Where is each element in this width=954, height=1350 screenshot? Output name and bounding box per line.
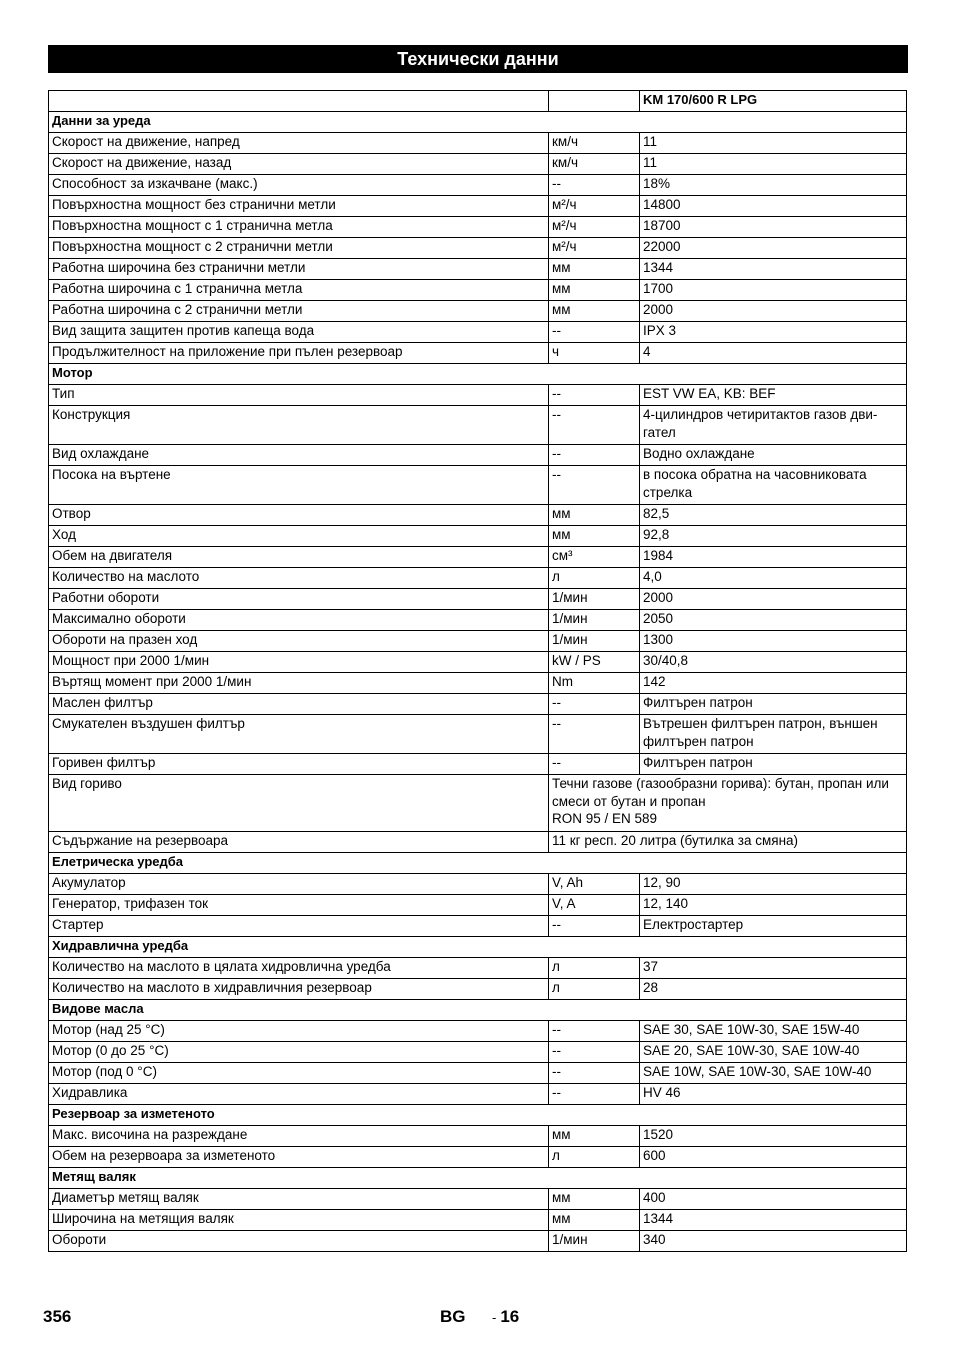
parameter-name: Повърхностна мощност с 2 странични метли — [49, 238, 549, 259]
parameter-value: Електростартер — [640, 916, 907, 937]
section-header-row — [49, 1105, 907, 1126]
parameter-unit: л — [549, 568, 640, 589]
table-row — [49, 505, 907, 526]
parameter-unit: л — [549, 958, 640, 979]
table-row — [49, 673, 907, 694]
table-row — [49, 526, 907, 547]
header-unit-cell — [549, 91, 640, 112]
table-row — [49, 343, 907, 364]
model-header: KM 170/600 R LPG — [640, 91, 907, 112]
parameter-name: Широчина на метящия валяк — [49, 1210, 549, 1231]
parameter-name: Количество на маслото — [49, 568, 549, 589]
parameter-name: Генератор, трифазен ток — [49, 895, 549, 916]
parameter-name: Мотор (под 0 °C) — [49, 1063, 549, 1084]
table-row — [49, 196, 907, 217]
parameter-unit: км/ч — [549, 154, 640, 175]
parameter-unit: м²/ч — [549, 238, 640, 259]
table-row — [49, 1063, 907, 1084]
header-blank-cell — [49, 91, 549, 112]
parameter-unit: kW / PS — [549, 652, 640, 673]
section-title: Метящ валяк — [49, 1168, 907, 1189]
parameter-value: Вътрешен филтърен патрон, външен филтърен патрон — [640, 715, 907, 754]
parameter-unit: -- — [549, 1021, 640, 1042]
parameter-name: Скорост на движение, назад — [49, 154, 549, 175]
parameter-unit: -- — [549, 1042, 640, 1063]
parameter-value: Течни газове (газообразни горива): бутан, пропан или смеси от бутан и пропан RON 95 / EN 589 — [549, 775, 907, 832]
parameter-value: 1984 — [640, 547, 907, 568]
parameter-unit: мм — [549, 301, 640, 322]
parameter-value: HV 46 — [640, 1084, 907, 1105]
table-row — [49, 1042, 907, 1063]
parameter-unit: -- — [549, 916, 640, 937]
table-row — [49, 874, 907, 895]
parameter-value: 1700 — [640, 280, 907, 301]
parameter-name: Въртящ момент при 2000 1/мин — [49, 673, 549, 694]
parameter-value: 1344 — [640, 1210, 907, 1231]
parameter-value: 92,8 — [640, 526, 907, 547]
page-dash: - — [492, 1310, 497, 1325]
parameter-name: Продължителност на приложение при пълен резервоар — [49, 343, 549, 364]
parameter-name: Стартер — [49, 916, 549, 937]
parameter-name: Посока на въртене — [49, 466, 549, 505]
table-row — [49, 1147, 907, 1168]
parameter-unit: мм — [549, 1189, 640, 1210]
parameter-name: Хидравлика — [49, 1084, 549, 1105]
parameter-value: 1520 — [640, 1126, 907, 1147]
table-row — [49, 154, 907, 175]
table-row — [49, 259, 907, 280]
parameter-unit: V, A — [549, 895, 640, 916]
parameter-value: SAE 20, SAE 10W-30, SAE 10W-40 — [640, 1042, 907, 1063]
table-row — [49, 322, 907, 343]
parameter-unit: -- — [549, 175, 640, 196]
parameter-unit: -- — [549, 466, 640, 505]
parameter-name: Съдържание на резервоара — [49, 832, 549, 853]
parameter-value: 4,0 — [640, 568, 907, 589]
table-row — [49, 1210, 907, 1231]
table-row — [49, 979, 907, 1000]
parameter-unit: мм — [549, 526, 640, 547]
parameter-name: Макс. височина на разреждане — [49, 1126, 549, 1147]
parameter-value: 400 — [640, 1189, 907, 1210]
section-header-row — [49, 937, 907, 958]
section-header-row — [49, 112, 907, 133]
section-title: Видове масла — [49, 1000, 907, 1021]
parameter-value: 28 — [640, 979, 907, 1000]
table-row — [49, 445, 907, 466]
parameter-name: Мотор (0 до 25 °C) — [49, 1042, 549, 1063]
parameter-value: 82,5 — [640, 505, 907, 526]
parameter-name: Обороти — [49, 1231, 549, 1252]
parameter-name: Конструкция — [49, 406, 549, 445]
parameter-name: Вид охлаждане — [49, 445, 549, 466]
table-row — [49, 775, 907, 832]
parameter-value: 4 — [640, 343, 907, 364]
parameter-name: Горивен филтър — [49, 754, 549, 775]
parameter-unit: м²/ч — [549, 217, 640, 238]
parameter-unit: л — [549, 1147, 640, 1168]
parameter-name: Маслен филтър — [49, 694, 549, 715]
table-row — [49, 1126, 907, 1147]
parameter-value: 18% — [640, 175, 907, 196]
table-row — [49, 385, 907, 406]
parameter-unit: -- — [549, 385, 640, 406]
parameter-value: 2000 — [640, 589, 907, 610]
parameter-unit: -- — [549, 715, 640, 754]
table-row — [49, 301, 907, 322]
parameter-value: 30/40,8 — [640, 652, 907, 673]
parameter-unit: -- — [549, 406, 640, 445]
page-number: 356 — [43, 1307, 72, 1326]
parameter-value: IPX 3 — [640, 322, 907, 343]
parameter-name: Тип — [49, 385, 549, 406]
parameter-unit: -- — [549, 322, 640, 343]
parameter-unit: -- — [549, 445, 640, 466]
parameter-unit: Nm — [549, 673, 640, 694]
parameter-unit: 1/мин — [549, 1231, 640, 1252]
parameter-name: Мощност при 2000 1/мин — [49, 652, 549, 673]
table-row — [49, 280, 907, 301]
parameter-value: 37 — [640, 958, 907, 979]
parameter-value: 11 кг респ. 20 литра (бутилка за смяна) — [549, 832, 907, 853]
table-row — [49, 1021, 907, 1042]
parameter-value: 12, 90 — [640, 874, 907, 895]
parameter-unit: -- — [549, 694, 640, 715]
table-row — [49, 694, 907, 715]
parameter-value: 340 — [640, 1231, 907, 1252]
parameter-name: Смукателен въздушен филтър — [49, 715, 549, 754]
parameter-value: 22000 — [640, 238, 907, 259]
table-row — [49, 631, 907, 652]
parameter-unit: 1/мин — [549, 610, 640, 631]
parameter-unit: мм — [549, 505, 640, 526]
parameter-name: Обороти на празен ход — [49, 631, 549, 652]
parameter-value: 12, 140 — [640, 895, 907, 916]
section-title: Елетрическа уредба — [49, 853, 907, 874]
language-code: BG — [440, 1307, 466, 1326]
parameter-unit: мм — [549, 259, 640, 280]
parameter-value: Филтърен патрон — [640, 754, 907, 775]
parameter-value: Филтърен патрон — [640, 694, 907, 715]
table-header-row — [49, 91, 907, 112]
parameter-unit: -- — [549, 1063, 640, 1084]
table-row — [49, 466, 907, 505]
parameter-value: 4-цилиндров четиритактов газов дви-гател — [640, 406, 907, 445]
section-title: Резервоар за изметеното — [49, 1105, 907, 1126]
parameter-name: Отвор — [49, 505, 549, 526]
parameter-value: 11 — [640, 133, 907, 154]
parameter-value: Водно охлаждане — [640, 445, 907, 466]
table-row — [49, 610, 907, 631]
parameter-name: Количество на маслото в цялата хидровлична уредба — [49, 958, 549, 979]
parameter-value: в посока обратна на часовниковата стрелка — [640, 466, 907, 505]
parameter-value: 18700 — [640, 217, 907, 238]
parameter-value: 1300 — [640, 631, 907, 652]
parameter-name: Скорост на движение, напред — [49, 133, 549, 154]
parameter-name: Работна широчина без странични метли — [49, 259, 549, 280]
page-title: Технически данни — [48, 45, 908, 73]
section-page-number — [492, 1307, 519, 1327]
parameter-value: 2000 — [640, 301, 907, 322]
parameter-value: 600 — [640, 1147, 907, 1168]
parameter-unit: мм — [549, 1210, 640, 1231]
parameter-name: Ход — [49, 526, 549, 547]
parameter-name: Способност за изкачване (макс.) — [49, 175, 549, 196]
table-row — [49, 217, 907, 238]
table-row — [49, 895, 907, 916]
parameter-name: Акумулатор — [49, 874, 549, 895]
section-header-row — [49, 364, 907, 385]
section-header-row — [49, 1168, 907, 1189]
parameter-value: SAE 10W, SAE 10W-30, SAE 10W-40 — [640, 1063, 907, 1084]
table-row — [49, 652, 907, 673]
parameter-unit: -- — [549, 754, 640, 775]
section-header-row — [49, 853, 907, 874]
section-title: Мотор — [49, 364, 907, 385]
parameter-name: Повърхностна мощност без странични метли — [49, 196, 549, 217]
parameter-unit: V, Ah — [549, 874, 640, 895]
parameter-unit: мм — [549, 280, 640, 301]
parameter-unit: см³ — [549, 547, 640, 568]
table-row — [49, 1231, 907, 1252]
table-row — [49, 1189, 907, 1210]
table-row — [49, 754, 907, 775]
parameter-name: Работна широчина с 1 странична метла — [49, 280, 549, 301]
table-row — [49, 958, 907, 979]
parameter-value: 2050 — [640, 610, 907, 631]
technical-data-table — [48, 90, 907, 1252]
parameter-unit: мм — [549, 1126, 640, 1147]
parameter-value: 11 — [640, 154, 907, 175]
parameter-value: 1344 — [640, 259, 907, 280]
parameter-unit: км/ч — [549, 133, 640, 154]
parameter-name: Повърхностна мощност с 1 странична метла — [49, 217, 549, 238]
parameter-value: 14800 — [640, 196, 907, 217]
parameter-unit: л — [549, 979, 640, 1000]
section-title: Данни за уреда — [49, 112, 907, 133]
parameter-value: 142 — [640, 673, 907, 694]
table-row — [49, 406, 907, 445]
parameter-name: Работни обороти — [49, 589, 549, 610]
parameter-unit: м²/ч — [549, 196, 640, 217]
parameter-name: Обем на двигателя — [49, 547, 549, 568]
parameter-name: Вид защита защитен против капеща вода — [49, 322, 549, 343]
table-row — [49, 1084, 907, 1105]
table-row — [49, 715, 907, 754]
table-row — [49, 238, 907, 259]
table-row — [49, 547, 907, 568]
parameter-value: SAE 30, SAE 10W-30, SAE 15W-40 — [640, 1021, 907, 1042]
table-row — [49, 568, 907, 589]
table-row — [49, 133, 907, 154]
parameter-value: EST VW EA, KB: BEF — [640, 385, 907, 406]
parameter-unit: 1/мин — [549, 589, 640, 610]
parameter-name: Диаметър метящ валяк — [49, 1189, 549, 1210]
parameter-name: Вид гориво — [49, 775, 549, 832]
parameter-unit: ч — [549, 343, 640, 364]
parameter-name: Обем на резервоара за изметеното — [49, 1147, 549, 1168]
parameter-name: Количество на маслото в хидравличния резервоар — [49, 979, 549, 1000]
table-row — [49, 916, 907, 937]
table-row — [49, 175, 907, 196]
parameter-name: Мотор (над 25 °C) — [49, 1021, 549, 1042]
table-row — [49, 832, 907, 853]
parameter-unit: -- — [549, 1084, 640, 1105]
parameter-name: Работна широчина с 2 странични метли — [49, 301, 549, 322]
section-title: Хидравлична уредба — [49, 937, 907, 958]
parameter-unit: 1/мин — [549, 631, 640, 652]
parameter-name: Максимално обороти — [49, 610, 549, 631]
section-header-row — [49, 1000, 907, 1021]
table-row — [49, 589, 907, 610]
section-page: 16 — [500, 1307, 520, 1326]
